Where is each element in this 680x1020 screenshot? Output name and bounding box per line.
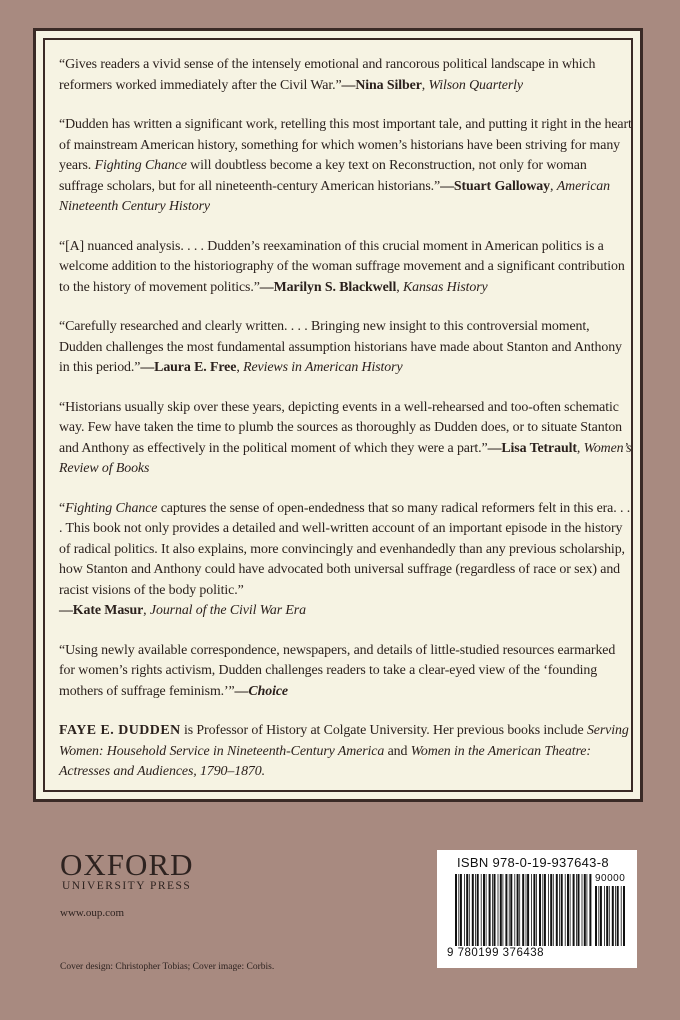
barcode-bar [548, 874, 549, 946]
barcode-bar [458, 874, 459, 946]
barcode-bar [469, 874, 470, 946]
barcode-bar [623, 886, 625, 946]
barcode-bar [606, 886, 608, 946]
cover-credit: Cover design: Christopher Tobias; Cover image: Corbis. [60, 962, 275, 972]
barcode-bar [498, 874, 499, 946]
bio-text-1: is Professor of History at Colgate University. Her previous books include [180, 723, 587, 738]
bio-book-1: Serving Women: Household Service in Nineteenth-Century America [59, 723, 629, 759]
barcode-bar [527, 874, 529, 946]
review-text: , [550, 178, 557, 194]
barcode-bar [598, 886, 599, 946]
review-author: —Stuart Galloway [440, 178, 550, 194]
review-author: —Laura E. Free [140, 360, 237, 375]
barcode-bar [604, 886, 605, 946]
barcode-bar [514, 874, 515, 946]
review-source: Wilson Quarterly [428, 77, 523, 93]
review-quote [59, 641, 634, 703]
barcode-bar [531, 874, 532, 946]
review-text: , [236, 360, 244, 375]
barcode-bar [582, 874, 583, 946]
barcode-bar [505, 874, 507, 946]
review-author: —Marilyn S. Blackwell [259, 279, 397, 295]
review-text: “Carefully researched and clearly written. . . . Bringing new insight to this controversial moment, Dudden challenges the most fundamental assumption historians have made about Stanton and Anthony in this period.” [59, 319, 622, 375]
barcode-bar [492, 874, 493, 946]
ean-barcode [455, 874, 593, 946]
barcode-bar [587, 874, 588, 946]
review-text: will doubtless become a key text on Reconstruction, not only for woman suffrage scholars, but for all nineteenth-century American historians.” [59, 158, 587, 194]
barcode-bar [573, 874, 575, 946]
barcode-bar [460, 874, 462, 946]
bio-text-2: and [384, 743, 411, 759]
review-source: American Nineteenth Century History [59, 178, 610, 214]
barcode-bar [589, 874, 591, 946]
review-quote [59, 317, 634, 379]
review-text: “Using newly available correspondence, newspapers, and details of little-studied resources earmarked for women’s rights activism, Dudden challenges readers to take a clear-eyed view of the ‘founding mothers of suffrage feminism.’” [59, 642, 616, 699]
barcode-bar [475, 874, 476, 946]
review-text: , [421, 77, 429, 93]
barcode-bar [578, 874, 580, 946]
reviews-list [59, 55, 634, 702]
barcode-bar [500, 874, 502, 946]
review-text: , [396, 279, 403, 295]
review-author: —Kate Masur [59, 603, 144, 618]
review-text: “ [59, 500, 66, 516]
barcode-bar [542, 874, 543, 946]
barcode-bar [509, 874, 510, 946]
barcode-bar [536, 874, 537, 946]
review-source: Fighting Chance [94, 158, 187, 173]
review-quote [59, 499, 634, 622]
review-source: Women’s Review of Books [59, 440, 632, 476]
publisher-subtitle: UNIVERSITY PRESS [62, 880, 192, 892]
barcode-bar [494, 874, 496, 946]
barcode-bar [539, 874, 541, 946]
barcode-bar [565, 874, 566, 946]
review-author: —Choice [234, 683, 288, 699]
barcode-bar [567, 874, 569, 946]
review-author: —Nina Silber [341, 77, 422, 93]
barcode-bar [477, 874, 479, 946]
author-name: FAYE E. DUDDEN [59, 723, 181, 738]
barcode-bar [559, 874, 560, 946]
review-text: “Dudden has written a significant work, retelling this most important tale, and putting it right in the heart of mainstream American history, something for which women’s historians have been striving for many years. [59, 117, 632, 173]
barcode-bar [510, 874, 512, 946]
price-code: 90000 [595, 873, 626, 884]
barcode-bar [481, 874, 482, 946]
barcode-bar [489, 874, 491, 946]
back-cover-text [59, 55, 634, 796]
barcode-bar [615, 886, 616, 946]
review-text: , [143, 603, 150, 618]
review-text: “Historians usually skip over these years, depicting events in a well-rehearsed and too-often schematic way. Few have taken the time to plumb the sources as thoroughly as Dudden does, or to situate Stanton and Anthony as effectively in the political moment of which they were a part.” [59, 399, 623, 456]
ean-number: 9 780199 376438 [447, 947, 545, 959]
barcode-bar [522, 874, 524, 946]
barcode-box [437, 850, 637, 968]
barcode-bar [466, 874, 468, 946]
barcode-bar [576, 874, 577, 946]
review-text: “[A] nuanced analysis. . . . Dudden’s reexamination of this crucial moment in American politics is a welcome addition to the historiography of the woman suffrage movement and a significant contribution to the history of movement politics.” [59, 238, 625, 295]
barcode-bar [561, 874, 563, 946]
isbn-label: ISBN 978-0-19-937643-8 [457, 855, 609, 870]
addon-barcode [595, 886, 625, 946]
review-quote [59, 237, 634, 299]
barcode-bar [472, 874, 474, 946]
barcode-bar [486, 874, 487, 946]
barcode-bar [483, 874, 485, 946]
barcode-bar [600, 886, 602, 946]
barcode-bar [544, 874, 546, 946]
review-source: Reviews in American History [243, 360, 403, 375]
publisher-url: www.oup.com [60, 907, 125, 919]
barcode-bar [526, 874, 527, 946]
review-quote [59, 115, 634, 218]
review-text: , [576, 440, 584, 456]
bio-book-2: Women in the American Theatre: Actresses and Audiences, 1790–1870. [59, 743, 591, 779]
barcode-bar [570, 874, 571, 946]
publisher-logo: OXFORD [60, 847, 194, 882]
author-bio [59, 721, 634, 783]
barcode-bar [584, 874, 586, 946]
barcode-bar [517, 874, 519, 946]
review-source: Fighting Chance [65, 500, 158, 516]
review-source: Kansas History [402, 279, 488, 295]
review-quote [59, 55, 634, 96]
barcode-bar [533, 874, 535, 946]
review-text: “Gives readers a vivid sense of the intensely emotional and rancorous political landscape in which reformers worked immediately after the Civil War.” [59, 57, 596, 93]
barcode-bar [617, 886, 619, 946]
barcode-bar [503, 874, 504, 946]
review-author: —Lisa Tetrault [487, 440, 577, 456]
barcode-bar [519, 874, 520, 946]
barcode-bar [595, 886, 597, 946]
review-quote [59, 398, 634, 480]
review-text: captures the sense of open-endedness that so many radical reformers felt in this era. . . . This book not only provides a detailed and well-written account of an important episode in the history of radical politics. It also explains, more convincingly and evenhandedly than any previous scholarship, how Stanton and Anthony could have advocated both universal suffrage (regardless of race or sex) and racist visions of the body politic.” [59, 500, 631, 598]
barcode-bar [612, 886, 614, 946]
barcode-bar [556, 874, 558, 946]
barcode-bar [553, 874, 554, 946]
barcode-bar [550, 874, 552, 946]
barcode-bar [621, 886, 622, 946]
barcode-bar [609, 886, 610, 946]
review-source: Journal of the Civil War Era [149, 603, 306, 618]
barcode-bar [464, 874, 465, 946]
barcode-bar [455, 874, 457, 946]
